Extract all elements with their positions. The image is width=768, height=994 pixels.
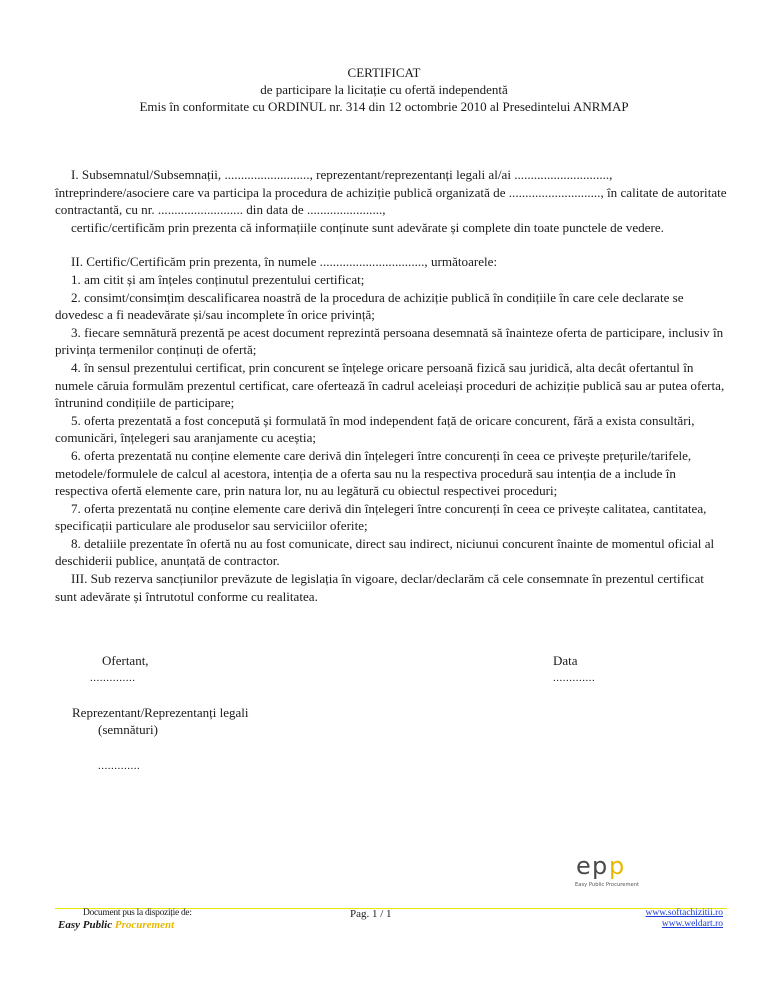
footer-brand-part2: Procurement [114, 919, 175, 931]
section-1-certify: certific/certificăm prin prezenta că informațiile conținute sunt adevărate și complete din toate punctele de vedere. [71, 219, 664, 235]
footer-brand [58, 919, 174, 932]
certificate-body [55, 166, 727, 605]
item-1: 1. am citit și am înțeles conținutul prezentului certificat; [71, 271, 365, 287]
document-subtitle: de participare la licitație cu ofertă independentă [260, 82, 508, 97]
section-1-paragraph: I. Subsemnatul/Subsemnații, .........................., reprezentant/reprezentanți legali al/ai ............................., întreprindere/asociere care va participa la procedura de achiziție publică organizată de ............................, în calitate de autoritate contractantă, cu nr. .......................... din data de ......................., [55, 167, 727, 218]
link-softachizitii[interactable]: www.softachizitii.ro [645, 908, 723, 918]
section-3-paragraph: III. Sub rezerva sancțiunilor prevăzute de legislația în vigoare, declar/declarăm că cele consemnate în prezentul certificat sunt adevărate și întrutotul conforme cu realitatea. [55, 571, 704, 604]
epp-logo [572, 852, 644, 892]
item-5: 5. oferta prezentată a fost concepută și formulată în mod independent față de oricare concurent, fără a exista consultări, comunicări, înțelegeri sau aranjamente cu aceștia; [55, 412, 695, 446]
logo-mark-p: p [592, 852, 608, 880]
page-number: Pag. 1 / 1 [350, 908, 392, 920]
item-6: 6. oferta prezentată nu conține elemente care derivă din înțelegeri între concurenți în ceea ce privește prețurile/tarifele, metodele/formulele de calcul al acestora, intenția de a oferta sau nu la respectiva procedură sau intenția de a include în respectiva ofertă elemente care, prin natura lor, nu au legătură cu obiectul respectivei proceduri; [55, 447, 692, 499]
footer-brand-part1: Easy Public [58, 919, 115, 931]
ofertant-placeholder: .............. [90, 672, 136, 684]
logo-mark-e: e [576, 852, 591, 880]
document-title: CERTIFICAT [347, 65, 421, 80]
footer-provided-by: Document pus la dispoziție de: [83, 908, 192, 918]
representative-placeholder: ............. [98, 760, 141, 772]
logo-caption: Easy Public Procurement [575, 882, 640, 888]
date-placeholder: ............. [553, 672, 596, 684]
item-7: 7. oferta prezentată nu conține elemente care derivă din înțelegeri între concurenți în ceea ce privește calitatea, cantitatea, specificații particulare ale produselor sau serviciilor oferite; [55, 500, 707, 534]
ofertant-label: Ofertant, [102, 653, 149, 668]
section-2-intro: II. Certific/Certificăm prin prezenta, în numele ................................, următoarele: [71, 254, 498, 270]
footer-links [646, 908, 723, 930]
logo-mark-p2: p [609, 852, 625, 880]
signatures-label: (semnături) [98, 722, 158, 737]
item-3: 3. fiecare semnătură prezentă pe acest document reprezintă persoana desemnată să înainteze oferta de participare, inclusiv în privința termenilor conținuți de ofertă; [55, 324, 724, 358]
item-4: 4. în sensul prezentului certificat, prin concurent se înțelege oricare persoană fizică sau juridică, alta decât ofertantul în numele căruia formulăm prezentul certificat, care ofertează în cadrul aceleiași proceduri de achiziție publică sau ar putea oferta, întrunind condițiile de participare; [55, 359, 725, 411]
item-8: 8. detaliile prezentate în ofertă nu au fost comunicate, direct sau indirect, niciunui concurent înainte de momentul oficial al deschiderii publice, anunțată de contractor. [55, 535, 715, 569]
link-weldart[interactable]: www.weldart.ro [661, 919, 723, 929]
representative-label: Reprezentant/Reprezentanți legali [72, 705, 249, 720]
item-2: 2. consimt/consimțim descalificarea noastră de la procedura de achiziție publică în condițiile în care cele declarate se dovedesc a fi neadevărate și/sau incomplete în orice privință; [55, 289, 684, 323]
document-issued-line: Emis în conformitate cu ORDINUL nr. 314 din 12 octombrie 2010 al Presedintelui ANRMAP [139, 99, 629, 114]
epp-logo-icon [572, 852, 644, 892]
date-label: Data [553, 653, 578, 668]
